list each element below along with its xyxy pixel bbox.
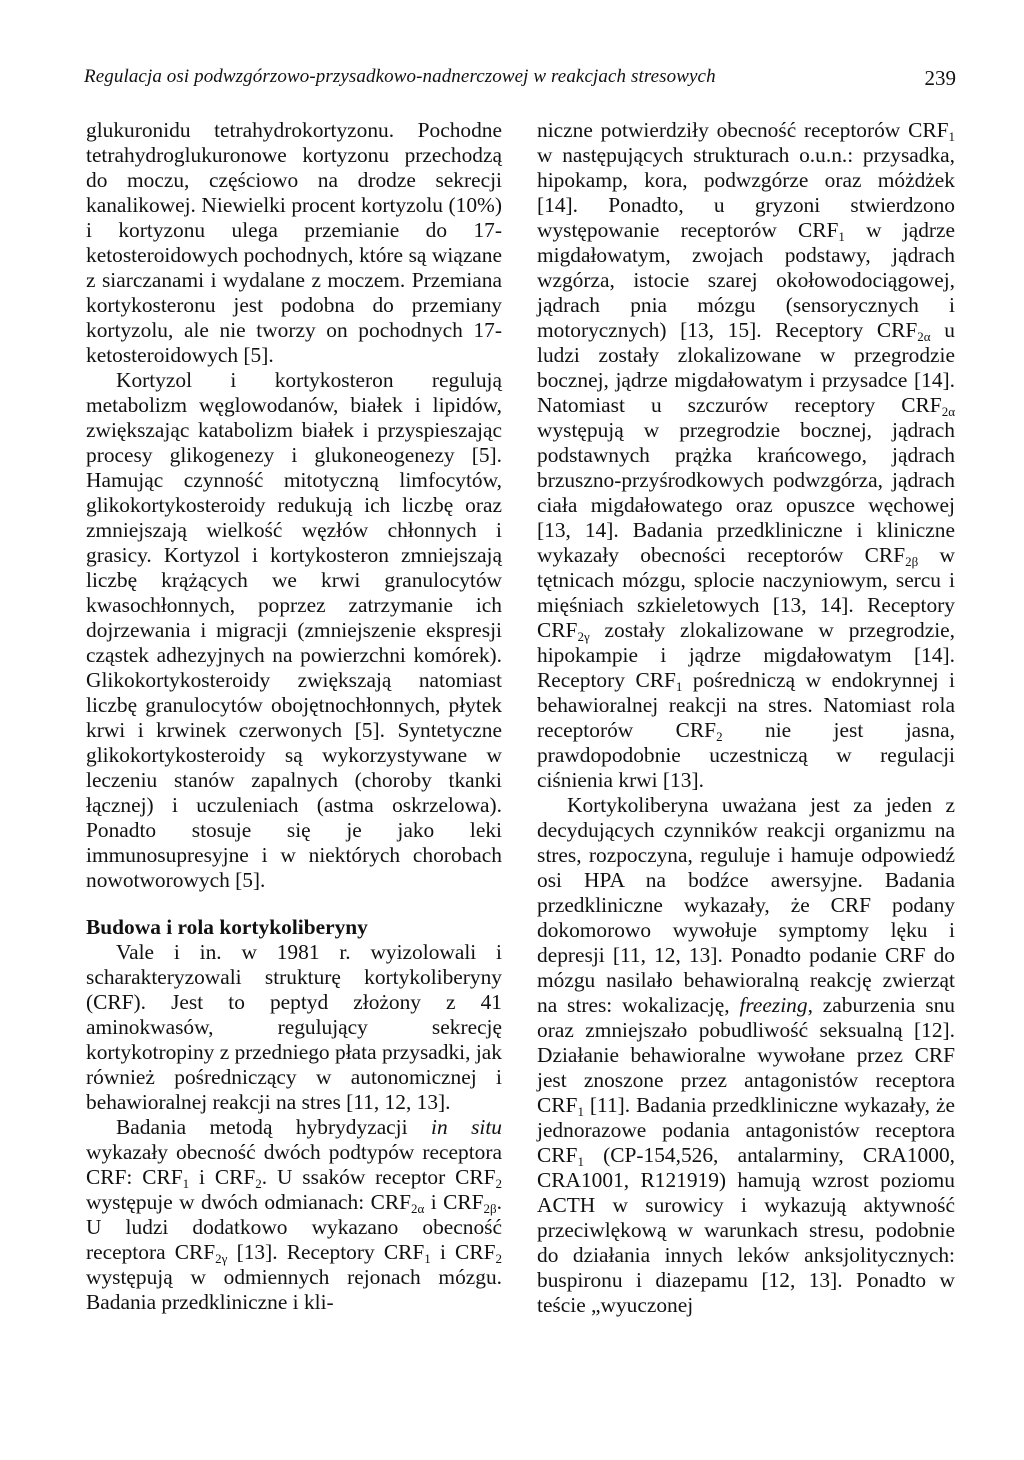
paragraph-crf-receptors: Badania metodą hybrydyzacji in situ wykazały obecność dwóch podtypów receptora CRF: $CRF_1$ i $CRF_2$. U ssaków receptor $CRF_2$ występuje w dwóch odmianach: $CRF_{2\alpha}$ i $CRF_{2\beta}$. U ludzi dodatkowo wykazano obecność receptora $CRF_{2\gamma}$ [13]. Receptory $CRF_1$ i $CRF_2$ występują w odmiennych rejonach mózgu. Badania przedkliniczne i kli- xyxy=(86,1115,502,1314)
paragraph-receptor-localization: niczne potwierdziły obecność receptorów $CRF_1$ w następujących strukturach o.u.n.: przysadka, hipokamp, kora, podwzgórze oraz móżdżek [14]. Ponadto, u gryzoni stwierdzono występowanie receptorów $CRF_1$ w jądrze migdałowatym, zwojach podstawy, jądrach wzgórza, istocie szarej okołowodociągowej, jądrach pnia mózgu (sensorycznych i motorycznych) [13, 15]. Receptory $CRF_{2\alpha}$ u ludzi zostały zlokalizowane w przegrodzie bocznej, jądrze migdałowatym i przysadce [14]. Natomiast u szczurów receptory $CRF_{2\alpha}$ występują w przegrodzie bocznej, jądrach podstawnych prążka krańcowego, jądrach brzuszno-przyśrodkowych podwzgórza, jądrach ciała migdałowatego oraz opuszce węchowej [13, 14]. Badania przedkliniczne i kliniczne wykazały obecności receptorów $CRF_{2\beta}$ w tętnicach mózgu, splocie naczyniowym, sercu i mięśniach szkieletowych [13, 14]. Receptory $CRF_{2\gamma}$ zostały zlokalizowane w przegrodzie, hipokampie i jądrze migdałowatym [14]. Receptory $CRF_1$ pośredniczą w endokrynnej i behawioralnej reakcji na stres. Natomiast rola receptorów $CRF_2$ nie jest jasna, prawdopodobnie uczestniczą w regulacji ciśnienia krwi [13]. xyxy=(537,118,956,792)
section-heading: Budowa i rola kortykoliberyny xyxy=(86,915,368,939)
page-number: 239 xyxy=(924,66,956,90)
running-title: Regulacja osi podwzgórzowo-przysadkowo-nadnerczowej w reakcjach stresowych xyxy=(84,66,716,87)
paragraph-crf-role: Kortykoliberyna uważana jest za jeden z decydujących czynników reakcji organizmu na stres, rozpoczyna, reguluje i hamuje odpowiedź osi HPA na bodźce awersyjne. Badania przedkliniczne wykazały, że CRF podany dokomorowo wywołuje symptomy lęku i depresji [11, 12, 13]. Ponadto podanie CRF do mózgu nasilało behawioralną reakcję zwierząt na stres: wokalizację, freezing, zaburzenia snu oraz zmniejszało pobudliwość seksualną [12]. Działanie behawioralne wywołane przez CRF jest znoszone przez antagonistów receptora $CRF_1$ [11]. Badania przedkliniczne wykazały, że jednorazowe podania antagonistów receptora $CRF_1$ (CP-154,526, antalarminy, CRA1000, CRA1001, R121919) hamują wzrost poziomu ACTH w surowicy i wykazują aktywność przeciwlękową w warunkach stresu, podobnie do działania innych leków anksjolitycznych: buspironu i diazepamu [12, 13]. Ponadto w teście „wyuczonej xyxy=(537,793,955,1317)
running-header xyxy=(84,66,956,96)
left-column xyxy=(86,118,502,1315)
right-column xyxy=(537,118,955,1318)
paragraph-crf-structure: Vale i in. w 1981 r. wyizolowali i scharakteryzowali strukturę kortykoliberyny (CRF). Jest to peptyd złożony z 41 aminokwasów, regulujący sekrecję kortykotropiny z przedniego płata przysadki, jak również pośredniczący w autonomicznej i behawioralnej reakcji na stres [11, 12, 13]. xyxy=(86,940,502,1114)
paragraph-glucocorticoid-effects: Kortyzol i kortykosteron regulują metabolizm węglowodanów, białek i lipidów, zwiększając katabolizm białek i przyspieszając procesy glikogenezy i glukoneogenezy [5]. Hamując czynność mitotyczną limfocytów, glikokortykosteroidy redukują ich liczbę oraz zmniejszają wielkość węzłów chłonnych i grasicy. Kortyzol i kortykosteron zmniejszają liczbę krążących we krwi granulocytów kwasochłonnych, poprzez zatrzymanie ich dojrzewania i migracji (zmniejszenie ekspresji cząstek adhezyjnych na powierzchni komórek). Glikokortykosteroidy zwiększają natomiast liczbę granulocytów obojętnochłonnych, płytek krwi i krwinek czerwonych [5]. Syntetyczne glikokortykosteroidy są wykorzystywane w leczeniu stanów zapalnych (choroby tkanki łącznej) i uczuleniach (astma oskrzelowa). Ponadto stosuje się je jako leki immunosupresyjne i w niektórych chorobach nowotworowych [5]. xyxy=(86,368,502,892)
paragraph-cortisone-metabolism: glukuronidu tetrahydrokortyzonu. Pochodne tetrahydroglukuronowe kortyzonu przechodzą do moczu, częściowo na drodze sekrecji kanalikowej. Niewielki procent kortyzolu (10%) i kortyzonu ulega przemianie do 17-ketosteroidowych pochodnych, które są wiązane z siarczanami i wydalane z moczem. Przemiana kortykosteronu jest podobna do przemiany kortyzolu, ale nie tworzy on pochodnych 17-ketosteroidowych [5]. xyxy=(86,118,502,367)
